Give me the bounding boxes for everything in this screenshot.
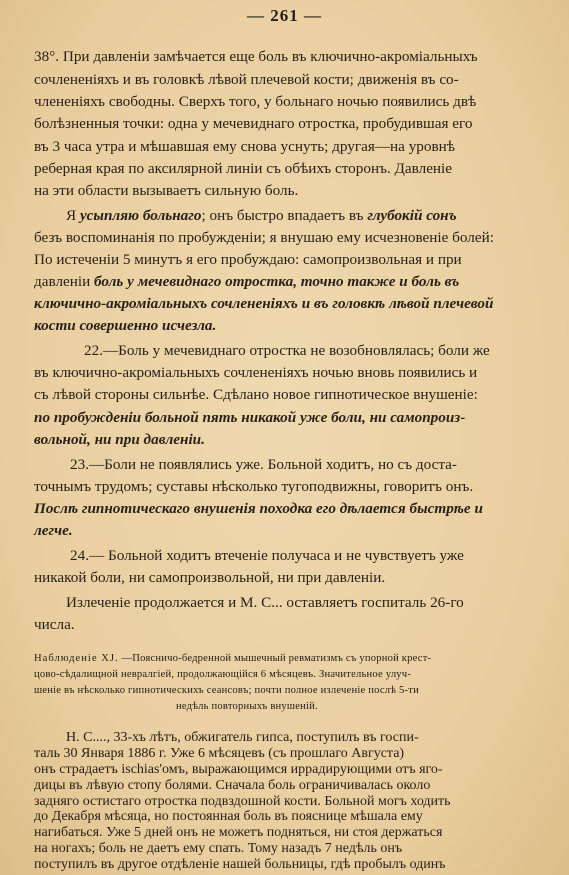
text-line <box>34 273 459 291</box>
text-line: никакой боли, ни самопроизвольной, ни при давленіи. <box>34 569 386 586</box>
text-run: Я <box>66 207 80 224</box>
text-line: 24.— Больной ходитъ втеченіе получаса и не чувствуетъ уже <box>70 547 464 564</box>
text-line: 22.—Боль у мечевиднаго отростка не возобновлялась; боли же <box>84 342 490 359</box>
text-line: съ лѣвой стороны сильнѣе. Сдѣлано новое гипнотическое внушеніе: <box>34 386 478 403</box>
text-run: давленіи <box>34 273 95 290</box>
text-line: болѣзненныя точки: одна у мечевиднаго отростка, пробудившая его <box>34 115 473 132</box>
text-line: нагибаться. Уже 5 дней онъ не можетъ подняться, ни стоя держаться <box>34 825 443 841</box>
text-line: онъ страдаетъ ischias'омъ, выражающимся иррадирующими отъ яго- <box>34 761 443 777</box>
text-line: дицы въ лѣвую стопу болями. Сначала боль ограничивалась около <box>34 777 431 793</box>
emphasis-line: Послѣ гипнотическаго внушенія походка его дѣлается быстрѣе и <box>34 500 483 517</box>
text-line: въ 3 часа утра и мѣшавшая ему снова уснуть; другая—на уровнѣ <box>34 138 456 155</box>
emphasis-line: по пробужденіи больной пять никакой уже боли, ни самопроиз- <box>34 409 466 426</box>
emphasis-line: легче. <box>34 522 73 539</box>
emphasis-line: кости совершенно исчезла. <box>34 317 217 334</box>
text-line: числа. <box>34 616 75 633</box>
observation-heading <box>34 652 431 666</box>
emphasis-line: вольной, ни при давленіи. <box>34 431 205 448</box>
text-line: на ногахъ; боль не даетъ ему спать. Тому назадъ 7 недѣль онъ <box>34 841 403 857</box>
page-number: — 261 — <box>247 6 322 25</box>
text-line: на эти области вызываетъ сильную боль. <box>34 182 299 199</box>
text-line: 38°. При давленіи замѣчается еще боль въ ключично-акроміальныхъ <box>34 48 478 65</box>
observation-summary-line: цово-сѣдалищной невралгіей, продолжающійся 6 мѣсяцевъ. Значительное улуч- <box>34 669 412 680</box>
observation-summary-line: шеніе въ нѣсколько гипнотическихъ сеансовъ; почти полное излеченіе послѣ 5-ти <box>34 685 419 696</box>
text-run: —Поясничо-бедренной мышечный ревматизмъ съ упорной крест- <box>118 653 432 664</box>
text-line <box>66 207 457 225</box>
text-line: безъ воспоминанія по пробужденіи; я внушаю ему исчезновеніе болей: <box>34 229 494 246</box>
text-line: По истеченіи 5 минутъ я его пробуждаю: самопроизвольная и при <box>34 251 462 268</box>
emphasis-text: усыпляю больнаго <box>79 207 202 224</box>
observation-number: Наблюденіе XJ. <box>34 653 119 664</box>
emphasis-line: ключично-акроміальныхъ сочлененіяхъ и въ головкѣ лѣвой плечевой <box>34 295 494 312</box>
text-line: таль 30 Января 1886 г. Уже 6 мѣсяцевъ (съ прошлаго Августа) <box>34 745 405 761</box>
text-line: реберная края по аксилярной линіи съ обѣихъ сторонъ. Давленіе <box>34 160 453 177</box>
text-line: задняго остистаго отростка подвздошной кости. Больной могъ ходить <box>34 793 451 809</box>
text-line: до Декабря мѣсяца, но постоянная боль въ пояснице мѣшала ему <box>34 809 423 825</box>
text-line: члененіяхъ свободны. Сверхъ того, у больнаго ночью появились двѣ <box>34 93 477 110</box>
emphasis-text: глубокій сонъ <box>367 207 457 224</box>
text-run: ; онъ быстро впадаетъ въ <box>201 207 368 224</box>
emphasis-text: боль у мечевиднаго отростка, точно также и боль въ <box>94 273 460 290</box>
text-line: сочлененіяхъ и въ головкѣ лѣвой плечевой кости; движенія въ со- <box>34 71 459 88</box>
text-line: Н. С...., 33-хъ лѣтъ, обжигатель гипса, поступилъ въ госпи- <box>66 730 419 745</box>
text-line: Излеченіе продолжается и М. С... оставляетъ госпиталь 26-го <box>66 594 464 611</box>
text-line: въ ключично-акроміальныхъ сочлененіяхъ ночью вновь появились и <box>34 364 478 381</box>
text-line: точнымъ трудомъ; суставы нѣсколько тугоподвижны, говоритъ онъ. <box>34 478 474 495</box>
observation-summary-line: недѣль повторныхъ внушеній. <box>176 701 318 712</box>
text-line: 23.—Боли не появлялись уже. Больной ходитъ, но съ доста- <box>70 456 457 473</box>
text-line: поступилъ въ другое отдѣленіе нашей больницы, гдѣ пробылъ одинъ <box>34 857 446 872</box>
